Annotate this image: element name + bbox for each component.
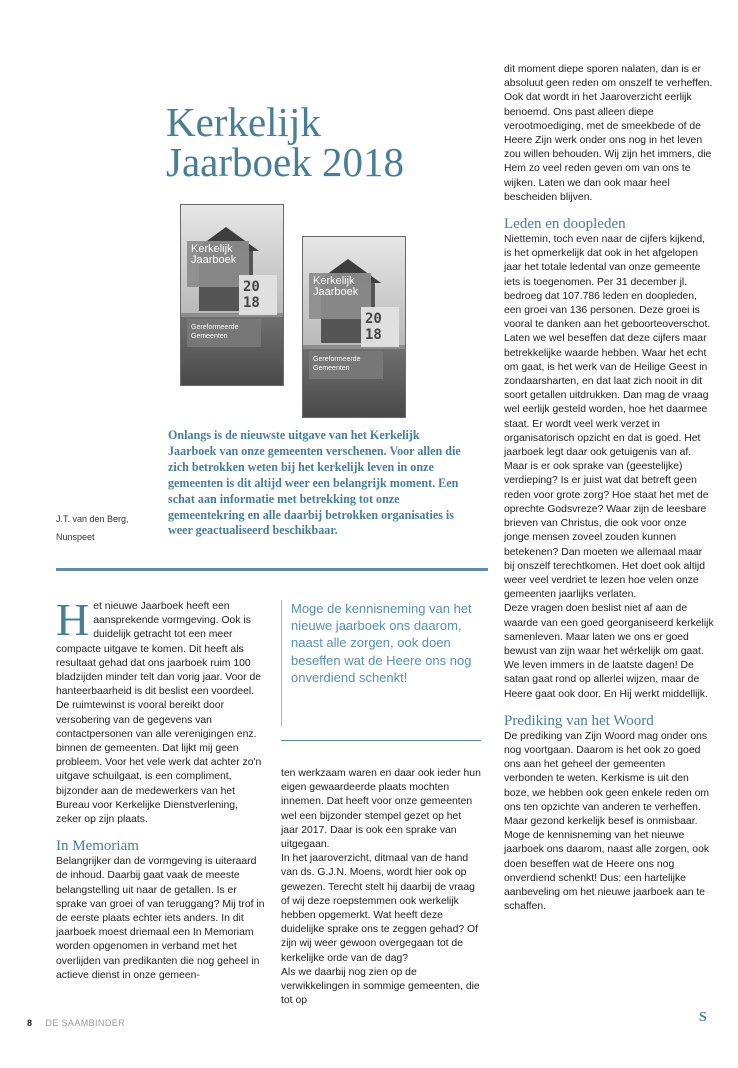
cover-title-box: Kerkelijk Jaarboek xyxy=(187,241,249,287)
heading-leden-en-doopleden: Leden en doopleden xyxy=(504,216,626,233)
section-divider xyxy=(56,568,488,571)
cover-back xyxy=(180,204,284,386)
cover-publisher: Gereformeerde Gemeenten xyxy=(309,351,383,379)
yearbook-covers-image xyxy=(180,204,438,422)
end-mark-icon: S xyxy=(699,1010,707,1025)
author-byline xyxy=(56,510,129,546)
cover-publisher: Gereformeerde Gemeenten xyxy=(187,319,261,347)
pull-quote-rule xyxy=(281,740,481,741)
article-title xyxy=(166,99,486,185)
column-3 xyxy=(504,63,714,914)
heading-prediking: Prediking van het Woord xyxy=(504,712,654,729)
pull-quote xyxy=(281,600,481,726)
heading-in-memoriam: In Memoriam xyxy=(56,838,139,855)
paragraph: Niettemin, toch even naar de cijfers kijkend, is het opmerkelijk dat ook in het afgelopen jaar het totale ledental van onze gemeente iets is toegenomen. Per 31 december jl. bedroeg dat 107.786 leden en doopleden, een groei van 136 personen. Deze groei is vooral te danken aan het geboorteoverschot. Laten we wel beseffen dat deze cijfers maar betrekkelijke waarde hebben. Waar het echt om gaat, is het werk van de Heilige Geest in zondaarsharten, en dat laat zich nooit in dit soort getallen uitdrukken. Dan mag de vraag wel eerlijk gesteld worden, hoe het daarmee staat. Er wordt veel werk verzet in organisatorisch opzicht en dat is goed. Het jaarboek legt daar ook getuigenis van af. Maar is er ook sprake van (geestelijke) verdieping? Is er juist wat dat betreft geen reden voor grote zorg? Hoe staat het met de oprechte Godsvreze? Waar zijn de leesbare brieven van Christus, die ook voor onze jonge mensen zoveel zouden kunnen betekenen? Dan moeten we allemaal maar bij onszelf terechtkomen. Het doet ook altijd weer veel verdriet te lezen hoe velen onze gemeenten jaarlijks verlaten. xyxy=(504,234,711,601)
lead-paragraph: Onlangs is de nieuwste uitgave van het Kerkelijk Jaarboek van onze gemeenten verschenen. Voor allen die zich betrokken weten bij het kerkelijk leven in onze gemeenten is dit altijd weer een belangrijk moment. Een schat aan informatie met betrekking tot onze gemeentekring en alle daarbij betrokken organisaties is weer geactualiseerd beschikbaar. xyxy=(168,428,461,538)
cover-year: 20 18 xyxy=(239,275,277,315)
author-place: Nunspeet xyxy=(56,532,95,542)
cover-year: 20 18 xyxy=(361,307,399,347)
drop-cap: H xyxy=(56,594,90,645)
paragraph: dit moment diepe sporen nalaten, dan is er absoluut geen reden om onszelf te verheffen. Ook dat wordt in het Jaaroverzicht eerlijk benoemd. Ons past alleen diepe verootmoediging, met de smeekbede of de Heere Zijn werk onder ons nog in het leven zou willen behouden. Wij zijn het immers, die Hem zo veel reden geven om van ons te wijken. Laten we dan ook maar heel bescheiden blijven. xyxy=(504,64,713,203)
paragraph: ten werkzaam waren en daar ook ieder hun eigen gewaardeerde plaats mochten innemen. Dat heeft voor onze gemeenten wel een bijzonder stempel gezet op het jaar 2017. Daar is ook een sprake van uitgegaan. xyxy=(281,768,481,851)
column-1 xyxy=(56,594,266,983)
page-footer xyxy=(27,1016,125,1030)
title-line-1: Kerkelijk xyxy=(166,99,321,145)
paragraph: In het jaaroverzicht, ditmaal van de hand van ds. G.J.N. Moens, wordt hier ook op gewezen. Terecht stelt hij daarbij de vraag of wij deze roepstemmen ook werkelijk hebben opgemerkt. Wat heeft deze duidelijke sprake ons te zeggen gehad? Of zijn wij weer gewoon overgegaan tot de kerkelijke orde van de dag? xyxy=(281,853,478,964)
title-line-2: Jaarboek 2018 xyxy=(166,139,404,185)
intro-paragraph: Het nieuwe Jaarboek heeft een aansprekende vormgeving. Ook is duidelijk getracht tot een meer compacte uitgave te komen. Dit heeft als resultaat gehad dat ons jaarboek ruim 100 bladzijden minder telt dan vorig jaar. Voor de hanteerbaarheid is dit beslist een voordeel. De ruimtewinst is vooral bereikt door versobering van de gegevens van contactpersonen van alle verenigingen enz. binnen de gemeenten. Dat lijkt mij geen probleem. Voor het vele werk dat achter zo'n uitgave schuilgaat, is een compliment, bijzonder aan de medewerkers van het Bureau voor Kerkelijke Dienstverlening, zeker op zijn plaats. xyxy=(56,594,262,826)
paragraph: Deze vragen doen beslist niet af aan de waarde van een goed georganiseerd kerkelijk samenleven. Maar laten we ons er goed bewust van zijn waar het wérkelijk om gaat. We leven immers in de laatste dagen! De satan gaat rond op allerlei wijzen, maar de Heere gaat ook door. En Hij werkt middellijk. xyxy=(504,603,714,700)
memoriam-paragraph: Belangrijker dan de vormgeving is uiteraard de inhoud. Daarbij gaat vaak de meeste belangstelling uit naar de getallen. Is er sprake van groei of van teruggang? Mij trof in de eerste plaats echter iets anders. In dit jaarboek moest driemaal een In Memoriam worden opgenomen in verband met het overlijden van predikanten die nog geheel in actieve dienst in onze gemeen- xyxy=(56,856,265,981)
paragraph: De prediking van Zijn Woord mag onder ons nog voortgaan. Daarom is het ook zo goed ons aan het geheel der gemeenten verbonden te weten. Kerkisme is uit den boze, we hebben ook geen enkele reden om ons ten opzichte van anderen te verheffen. Maar gezond kerkelijk besef is onmisbaar. xyxy=(504,730,710,827)
pull-quote-text: Moge de kennisneming van het nieuwe jaarboek ons daarom, naast alle zorgen, ook doen beseffen wat de Heere ons nog onverdiend schenkt! xyxy=(291,601,472,685)
page-number: 8 xyxy=(27,1018,33,1028)
cover-title-box: Kerkelijk Jaarboek xyxy=(309,273,371,319)
paragraph: Als we daarbij nog zien op de verwikkelingen in sommige gemeenten, die tot op xyxy=(281,966,480,1007)
author-name: J.T. van den Berg, xyxy=(56,514,129,524)
magazine-name: DE SAAMBINDER xyxy=(45,1018,126,1028)
paragraph: Moge de kennisneming van het nieuwe jaarboek ons daarom, naast alle zorgen, ook doen beseffen wat de Heere ons nog onverdiend schenkt! Dus: een hartelijke aanbeveling om het nieuwe jaarboek aan te schaffen. xyxy=(504,830,710,913)
column-2 xyxy=(281,767,481,1008)
cover-front xyxy=(302,236,406,418)
